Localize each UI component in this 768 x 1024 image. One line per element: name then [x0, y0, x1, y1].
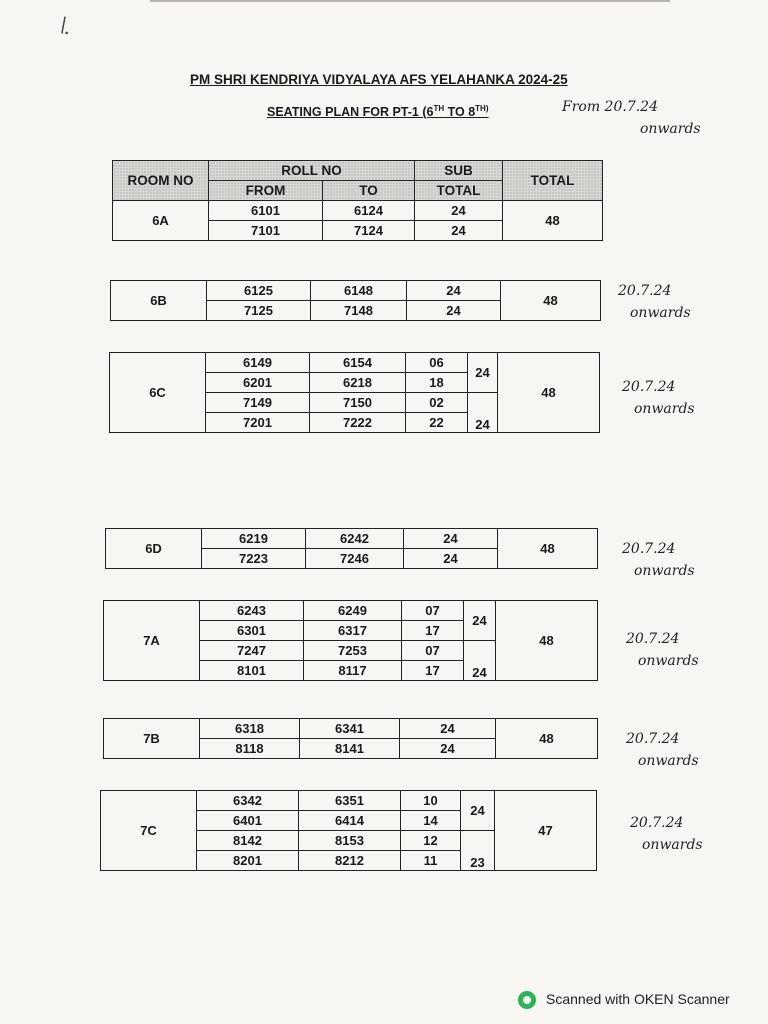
header-roll-no: ROLL NO	[209, 161, 415, 181]
table-row	[106, 529, 598, 549]
sub-total: 10	[401, 791, 461, 811]
roll-to: 7124	[323, 221, 415, 241]
sub-total: 24	[400, 739, 496, 759]
sub-total: 12	[401, 831, 461, 851]
roll-from: 8201	[197, 851, 299, 871]
roll-to: 6154	[310, 353, 406, 373]
roll-from: 7101	[209, 221, 323, 241]
total-cell: 48	[498, 529, 598, 569]
total-cell: 48	[496, 601, 598, 681]
header-total: TOTAL	[503, 161, 603, 201]
group-total: 24	[464, 601, 496, 641]
room-cell: 6B	[111, 281, 207, 321]
handwritten-note-5: 20.7.24 onwards	[626, 631, 699, 669]
roll-to: 8117	[304, 661, 402, 681]
roll-from: 6243	[200, 601, 304, 621]
sub-total: 22	[406, 413, 468, 433]
roll-from: 7125	[207, 301, 311, 321]
room-cell: 7C	[101, 791, 197, 871]
roll-to: 7148	[311, 301, 407, 321]
sub-total: 02	[406, 393, 468, 413]
sub-total: 11	[401, 851, 461, 871]
room-table-6A	[112, 160, 603, 241]
table-row	[101, 791, 597, 811]
table-row	[104, 601, 598, 621]
handwritten-note-3: 20.7.24 onwards	[622, 379, 695, 417]
roll-from: 8101	[200, 661, 304, 681]
scan-edge	[150, 0, 670, 2]
roll-from: 7247	[200, 641, 304, 661]
handwritten-note-2: 20.7.24 onwards	[618, 283, 691, 321]
table-row	[110, 353, 600, 373]
group-total: 23	[461, 831, 495, 871]
header-from: FROM	[209, 181, 323, 201]
roll-to: 6341	[300, 719, 400, 739]
room-cell: 6C	[110, 353, 206, 433]
sub-total: 24	[407, 301, 501, 321]
roll-to: 7253	[304, 641, 402, 661]
group-total: 24	[468, 393, 498, 433]
total-cell: 48	[503, 201, 603, 241]
sub-total: 07	[402, 641, 464, 661]
handwritten-note-7: 20.7.24 onwards	[630, 815, 703, 853]
seating-plan-subtitle: SEATING PLAN FOR PT-1 (6TH TO $8^{TH)}$	[267, 104, 489, 120]
roll-from: 8118	[200, 739, 300, 759]
handwritten-note-1: From 20.7.24 onwards	[562, 99, 701, 137]
roll-from: 6301	[200, 621, 304, 641]
roll-to: 6242	[306, 529, 404, 549]
header-room-no: ROOM NO	[113, 161, 209, 201]
roll-from: 6125	[207, 281, 311, 301]
roll-to: 8153	[299, 831, 401, 851]
roll-to: 6414	[299, 811, 401, 831]
total-cell: 48	[496, 719, 598, 759]
roll-from: 6201	[206, 373, 310, 393]
roll-from: 6149	[206, 353, 310, 373]
sub-total: 24	[400, 719, 496, 739]
handwritten-note-4: 20.7.24 onwards	[622, 541, 695, 579]
room-cell: 6A	[113, 201, 209, 241]
roll-from: 7223	[202, 549, 306, 569]
sub-total: 24	[404, 549, 498, 569]
roll-from: 6101	[209, 201, 323, 221]
roll-to: 8212	[299, 851, 401, 871]
sub-total: 24	[415, 201, 503, 221]
roll-from: 6219	[202, 529, 306, 549]
roll-to: 6218	[310, 373, 406, 393]
sub-total: 14	[401, 811, 461, 831]
roll-to: 6317	[304, 621, 402, 641]
pen-scribble: \.	[55, 12, 78, 40]
header-to: TO	[323, 181, 415, 201]
header-sub: SUB	[415, 161, 503, 181]
total-cell: 47	[495, 791, 597, 871]
roll-to: 7150	[310, 393, 406, 413]
roll-from: 6342	[197, 791, 299, 811]
roll-from: 7149	[206, 393, 310, 413]
school-title: PM SHRI KENDRIYA VIDYALAYA AFS YELAHANKA 2024-25	[190, 72, 568, 87]
table-row	[111, 281, 601, 301]
total-cell: 48	[501, 281, 601, 321]
group-total: 24	[461, 791, 495, 831]
room-table-7A	[103, 600, 598, 681]
scanner-watermark: Scanned with OKEN Scanner	[546, 991, 730, 1007]
roll-to: 8141	[300, 739, 400, 759]
roll-to: 6351	[299, 791, 401, 811]
sub-total: 17	[402, 621, 464, 641]
room-cell: 7B	[104, 719, 200, 759]
roll-to: 6249	[304, 601, 402, 621]
roll-to: 6124	[323, 201, 415, 221]
roll-from: 7201	[206, 413, 310, 433]
header-sub-total: TOTAL	[415, 181, 503, 201]
group-total: 24	[464, 641, 496, 681]
sub-total: 24	[415, 221, 503, 241]
roll-from: 6401	[197, 811, 299, 831]
sub-total: 06	[406, 353, 468, 373]
room-table-6D	[105, 528, 598, 569]
sub-total: 17	[402, 661, 464, 681]
roll-to: 6148	[311, 281, 407, 301]
oken-logo-icon	[518, 991, 536, 1009]
room-table-7B	[103, 718, 598, 759]
table-row	[104, 719, 598, 739]
sub-total: 24	[404, 529, 498, 549]
sub-total: 18	[406, 373, 468, 393]
room-table-7C	[100, 790, 597, 871]
room-cell: 7A	[104, 601, 200, 681]
handwritten-note-6: 20.7.24 onwards	[626, 731, 699, 769]
roll-from: 8142	[197, 831, 299, 851]
room-table-6C	[109, 352, 600, 433]
group-total: 24	[468, 353, 498, 393]
sub-total: 07	[402, 601, 464, 621]
room-cell: 6D	[106, 529, 202, 569]
roll-to: 7222	[310, 413, 406, 433]
total-cell: 48	[498, 353, 600, 433]
table-row	[113, 201, 603, 221]
room-table-6B	[110, 280, 601, 321]
sub-total: 24	[407, 281, 501, 301]
roll-from: 6318	[200, 719, 300, 739]
roll-to: 7246	[306, 549, 404, 569]
